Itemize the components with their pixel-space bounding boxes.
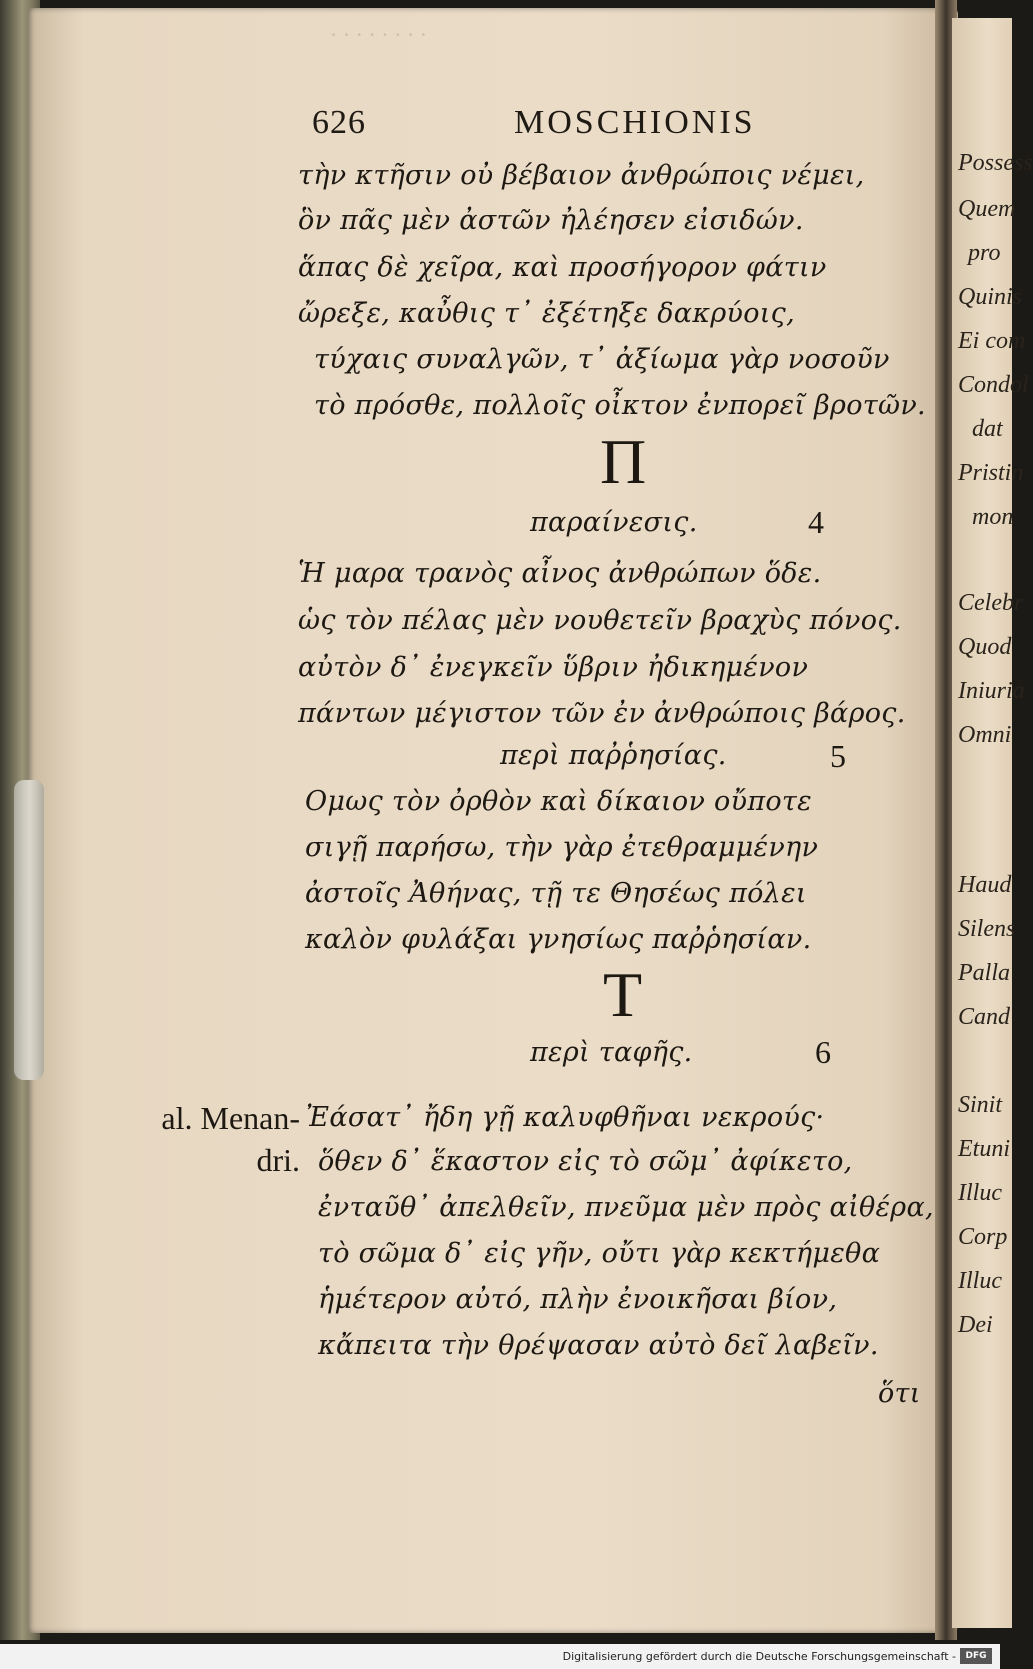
right-page-fragment: dat xyxy=(972,416,1003,442)
right-page-fragment: Omni xyxy=(958,722,1012,748)
right-page-fragment: Quod xyxy=(958,634,1012,660)
text-line: Ομως τὸν ὀρθὸν καὶ δίκαιον οὔποτε xyxy=(305,786,812,817)
section-title: παραίνεσις. xyxy=(530,507,698,538)
section-title: περὶ ταφῆς. xyxy=(530,1037,693,1068)
right-page-fragment: Pristin xyxy=(958,460,1024,486)
dfg-logo: DFG xyxy=(960,1648,992,1664)
right-page-fragment: Iniuria xyxy=(958,678,1025,704)
catchword: ὅτι xyxy=(878,1378,921,1409)
text-line: ἀστοῖς Ἀθήνας, τῇ τε Θησέως πόλει xyxy=(305,878,807,909)
right-page-fragment: pro xyxy=(968,240,1001,266)
right-page-fragment: Ei com xyxy=(958,328,1026,354)
running-head: MOSCHIONIS xyxy=(514,104,756,141)
text-line: Ἐάσατ᾽ ἤδη γῇ καλυφθῆναι νεκρούς· xyxy=(306,1102,825,1133)
text-line: ἐνταῦθ᾽ ἀπελθεῖν, πνεῦμα μὲν πρὸς αἰθέρα, xyxy=(318,1192,934,1223)
right-page-fragment: Quinis xyxy=(958,284,1023,310)
text-line: Ἡ μαρα τρανὸς αἶνος ἀνθρώπων ὅδε. xyxy=(298,558,822,589)
right-page-fragment: Illuc xyxy=(958,1268,1002,1294)
text-line: ὃν πᾶς μὲν ἀστῶν ἠλέησεν εἰσιδών. xyxy=(298,205,804,236)
section-letter: Τ xyxy=(603,959,643,1030)
text-line: ὡς τὸν πέλας μὲν νουθετεῖν βραχὺς πόνος. xyxy=(298,605,902,636)
right-page-fragment: Possess xyxy=(958,150,1033,176)
text-line: κἄπειτα τὴν θρέψασαν αὐτὸ δεῖ λαβεῖν. xyxy=(318,1330,879,1361)
text-line: αὐτὸν δ᾽ ἐνεγκεῖν ὕβριν ἠδικημένον xyxy=(298,652,809,683)
right-page-fragment: Dei xyxy=(958,1312,993,1338)
right-page-fragment: mon xyxy=(972,504,1014,530)
text-line: πάντων μέγιστον τῶν ἐν ἀνθρώποις βάρος. xyxy=(298,698,906,729)
section-number: 4 xyxy=(808,504,824,540)
section-letter: Π xyxy=(600,426,647,497)
right-page-fragment: Cand xyxy=(958,1004,1011,1030)
text-line: τὸ σῶμα δ᾽ εἰς γῆν, οὔτι γὰρ κεκτήμεθα xyxy=(318,1238,881,1269)
right-page-fragment: Quem xyxy=(958,196,1016,222)
right-page-fragment: Corp xyxy=(958,1224,1008,1250)
right-page-fragment: Silens xyxy=(958,916,1016,942)
right-page-fragment: Condol xyxy=(958,372,1029,398)
page-number: 626 xyxy=(312,104,366,141)
text-line: σιγῇ παρήσω, τὴν γὰρ ἐτεθραμμένην xyxy=(305,832,819,863)
section-number: 6 xyxy=(815,1034,831,1070)
text-line: ὅθεν δ᾽ ἕκαστον εἰς τὸ σῶμ᾽ ἀφίκετο, xyxy=(318,1146,853,1177)
right-page-fragment: Celebr xyxy=(958,590,1024,616)
text-line: ἡμέτερον αὐτό, πλὴν ἐνοικῆσαι βίον, xyxy=(318,1284,838,1315)
margin-note: dri. xyxy=(256,1142,300,1178)
text-line: καλὸν φυλάξαι γνησίως παῤῥησίαν. xyxy=(305,924,812,955)
text-line: ἅπας δὲ χεῖρα, καὶ προσήγορον φάτιν xyxy=(298,252,827,283)
book-clip xyxy=(14,780,44,1080)
right-page-fragment: Haud xyxy=(958,872,1012,898)
footer-credit: Digitalisierung gefördert durch die Deutsche Forschungsgemeinschaft - xyxy=(562,1650,956,1663)
right-page-fragment: Etuni xyxy=(958,1136,1010,1162)
text-line: τύχαις συναλγῶν, τ᾽ ἀξίωμα γὰρ νοσοῦν xyxy=(314,344,890,375)
section-title: περὶ παῤῥησίας. xyxy=(500,740,727,771)
right-page-fragment: Illuc xyxy=(958,1180,1002,1206)
section-number: 5 xyxy=(830,738,846,774)
text-line: ὤρεξε, καὖθις τ᾽ ἐξέτηξε δακρύοις, xyxy=(298,298,795,329)
text-line: τὴν κτῆσιν οὐ βέβαιον ἀνθρώποις νέμει, xyxy=(298,160,865,191)
right-page-fragment: Sinit xyxy=(958,1092,1003,1118)
text-line: τὸ πρόσθε, πολλοῖς οἶκτον ἐνπορεῖ βροτῶν. xyxy=(314,390,926,421)
margin-note: al. Menan- xyxy=(161,1100,300,1136)
right-page-fragment: Palla xyxy=(958,960,1010,986)
bleed-through: · · · · · · · · xyxy=(330,22,428,47)
